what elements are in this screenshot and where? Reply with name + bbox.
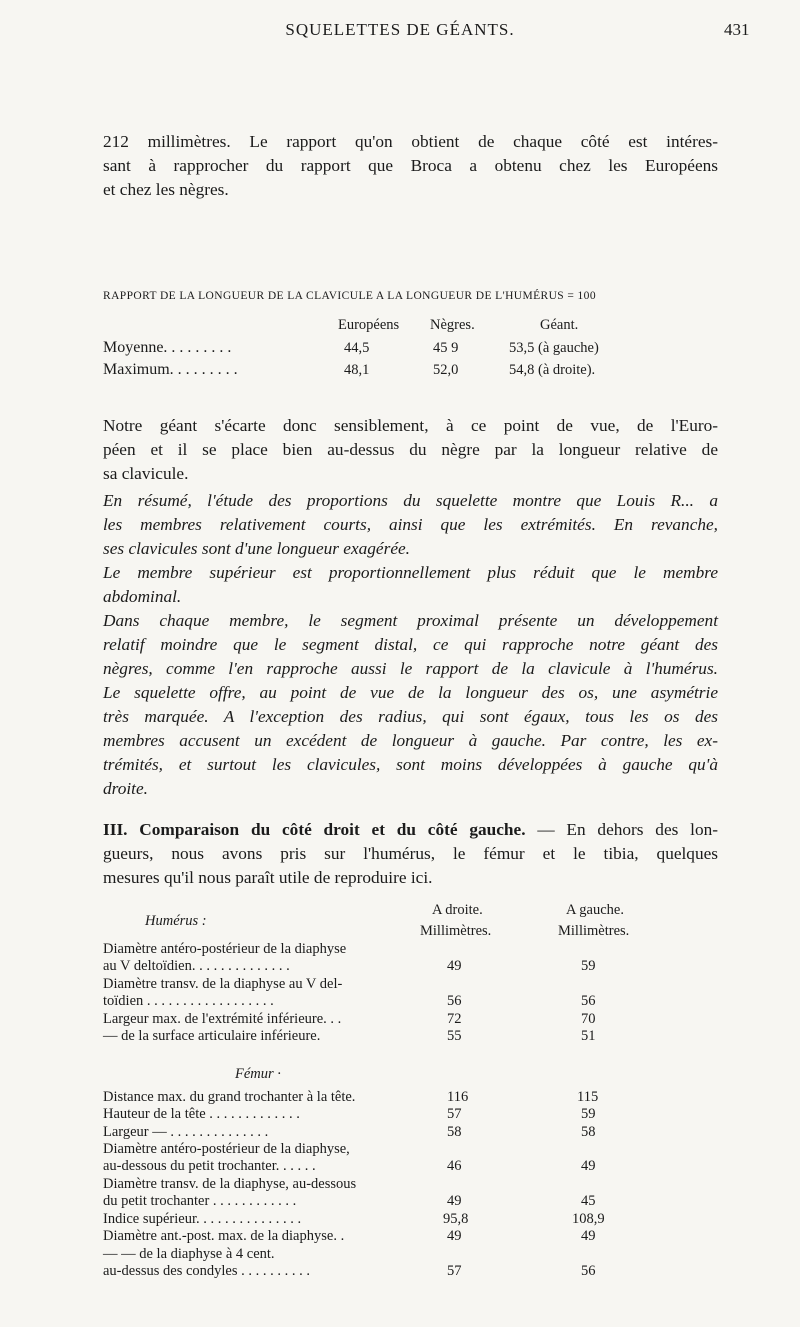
row-label: Distance max. du grand trochanter à la tête. <box>103 1089 356 1105</box>
row-label: — de la surface articulaire inférieure. <box>103 1028 321 1044</box>
value-gauche: 49 <box>581 1158 596 1174</box>
value-gauche: 58 <box>581 1124 596 1140</box>
row-label: Diamètre antéro-postérieur de la diaphyse <box>103 941 347 957</box>
row-label: Largeur — . . . . . . . . . . . . . . <box>103 1124 269 1140</box>
value-gauche: 108,9 <box>572 1211 605 1227</box>
value-gauche: 59 <box>581 1106 596 1122</box>
text-line: ses clavicules sont d'une longueur exagérée. <box>103 539 410 558</box>
value-geant: 53,5 (à gauche) <box>509 340 599 356</box>
value-gauche: 56 <box>581 993 596 1009</box>
col-header-europeens: Européens <box>338 317 400 333</box>
row-label: au-dessous du petit trochanter. . . . . . <box>103 1158 316 1174</box>
value-droite: 116 <box>447 1089 469 1105</box>
section-title: III. Comparaison du côté droit et du côté gauche. <box>103 820 526 839</box>
row-label: Diamètre transv. de la diaphyse, au-dessous <box>103 1176 357 1192</box>
col-header-gauche: A gauche. <box>566 902 624 918</box>
text-line: 212 millimètres. Le rapport qu'on obtient de chaque côté est intéres- <box>103 132 718 151</box>
unit-gauche: Millimètres. <box>558 923 630 939</box>
value-gauche: 70 <box>581 1011 596 1027</box>
row-label: Indice supérieur. . . . . . . . . . . . . . . <box>103 1211 302 1227</box>
value-droite: 56 <box>447 993 462 1009</box>
text-line: Notre géant s'écarte donc sensiblement, à ce point de vue, de l'Euro- <box>103 416 718 435</box>
section-text: — En dehors des lon- <box>525 820 718 839</box>
text-line: Le squelette offre, au point de vue de la longueur des os, une asymétrie <box>103 683 718 702</box>
text-line: gueurs, nous avons pris sur l'humérus, le fémur et le tibia, quelques <box>103 844 718 863</box>
value-europeens: 48,1 <box>344 362 370 378</box>
text-line: Dans chaque membre, le segment proximal présente un développement <box>103 611 718 630</box>
text-line: nègres, comme l'en rapproche aussi le rapport de la clavicule à l'humérus. <box>103 659 718 678</box>
value-gauche: 115 <box>577 1089 599 1105</box>
text-line: membres accusent un excédent de longueur à gauche. Par contre, les ex- <box>103 731 718 750</box>
text-line: sa clavicule. <box>103 464 189 483</box>
col-header-geant: Géant. <box>540 317 579 333</box>
ratio-table-heading: RAPPORT DE LA LONGUEUR DE LA CLAVICULE A LA LONGUEUR DE L'HUMÉRUS = 100 <box>103 290 596 302</box>
text-line: droite. <box>103 779 148 798</box>
value-europeens: 44,5 <box>344 340 370 356</box>
value-droite: 46 <box>447 1158 462 1174</box>
text-line: et chez les nègres. <box>103 180 229 199</box>
text-line: En résumé, l'étude des proportions du squelette montre que Louis R... a <box>103 491 718 510</box>
value-negres: 45 9 <box>433 340 459 356</box>
row-label: au-dessus des condyles . . . . . . . . . . <box>103 1263 311 1279</box>
page-number: 431 <box>724 20 750 39</box>
row-label: Maximum. . . . . . . . . <box>103 361 238 378</box>
value-droite: 72 <box>447 1011 462 1027</box>
value-droite: 49 <box>447 1193 462 1209</box>
text-line: trémités, et surtout les clavicules, sont moins développées à gauche qu'à <box>103 755 718 774</box>
col-header-droite: A droite. <box>432 902 483 918</box>
value-droite: 58 <box>447 1124 462 1140</box>
value-gauche: 56 <box>581 1263 596 1279</box>
value-droite: 95,8 <box>443 1211 469 1227</box>
text-line: mesures qu'il nous paraît utile de reproduire ici. <box>103 868 433 887</box>
row-label: du petit trochanter . . . . . . . . . . . . <box>103 1193 297 1209</box>
value-droite: 57 <box>447 1263 462 1279</box>
row-label: Diamètre transv. de la diaphyse au V del- <box>103 976 343 992</box>
text-line: relatif moindre que le segment distal, ce qui rapproche notre géant des <box>103 635 718 654</box>
text-line: Le membre supérieur est proportionnellement plus réduit que le membre <box>103 563 718 582</box>
value-geant: 54,8 (à droite). <box>509 362 596 378</box>
running-header: SQUELETTES DE GÉANTS. <box>285 20 515 39</box>
text-line: très marquée. A l'exception des radius, qui sont égaux, tous les os des <box>103 707 718 726</box>
value-droite: 49 <box>447 1228 462 1244</box>
row-label: au V deltoïdien. . . . . . . . . . . . . . <box>103 958 290 974</box>
humerus-title: Humérus : <box>145 913 207 929</box>
value-droite: 49 <box>447 958 462 974</box>
value-negres: 52,0 <box>433 362 459 378</box>
row-label: Diamètre ant.-post. max. de la diaphyse. . <box>103 1228 345 1244</box>
text-line: les membres relativement courts, ainsi que les extrémités. En revanche, <box>103 515 718 534</box>
row-label: — — de la diaphyse à 4 cent. <box>103 1246 275 1262</box>
row-label: Hauteur de la tête . . . . . . . . . . . . . <box>103 1106 300 1122</box>
text-line: abdominal. <box>103 587 182 606</box>
col-header-negres: Nègres. <box>430 317 475 333</box>
row-label: Largeur max. de l'extrémité inférieure. . . <box>103 1011 342 1027</box>
value-droite: 57 <box>447 1106 462 1122</box>
unit-droite: Millimètres. <box>420 923 492 939</box>
value-gauche: 45 <box>581 1193 596 1209</box>
row-label: toïdien . . . . . . . . . . . . . . . . . . <box>103 993 274 1009</box>
text-line: sant à rapprocher du rapport que Broca a obtenu chez les Européens <box>103 156 718 175</box>
value-gauche: 59 <box>581 958 596 974</box>
text-line: péen et il se place bien au-dessus du nègre par la longueur relative de <box>103 440 718 459</box>
value-gauche: 51 <box>581 1028 596 1044</box>
row-label: Diamètre antéro-postérieur de la diaphyse, <box>103 1141 350 1157</box>
femur-title: Fémur · <box>235 1066 281 1082</box>
row-label: Moyenne. . . . . . . . . <box>103 339 232 356</box>
value-droite: 55 <box>447 1028 462 1044</box>
value-gauche: 49 <box>581 1228 596 1244</box>
